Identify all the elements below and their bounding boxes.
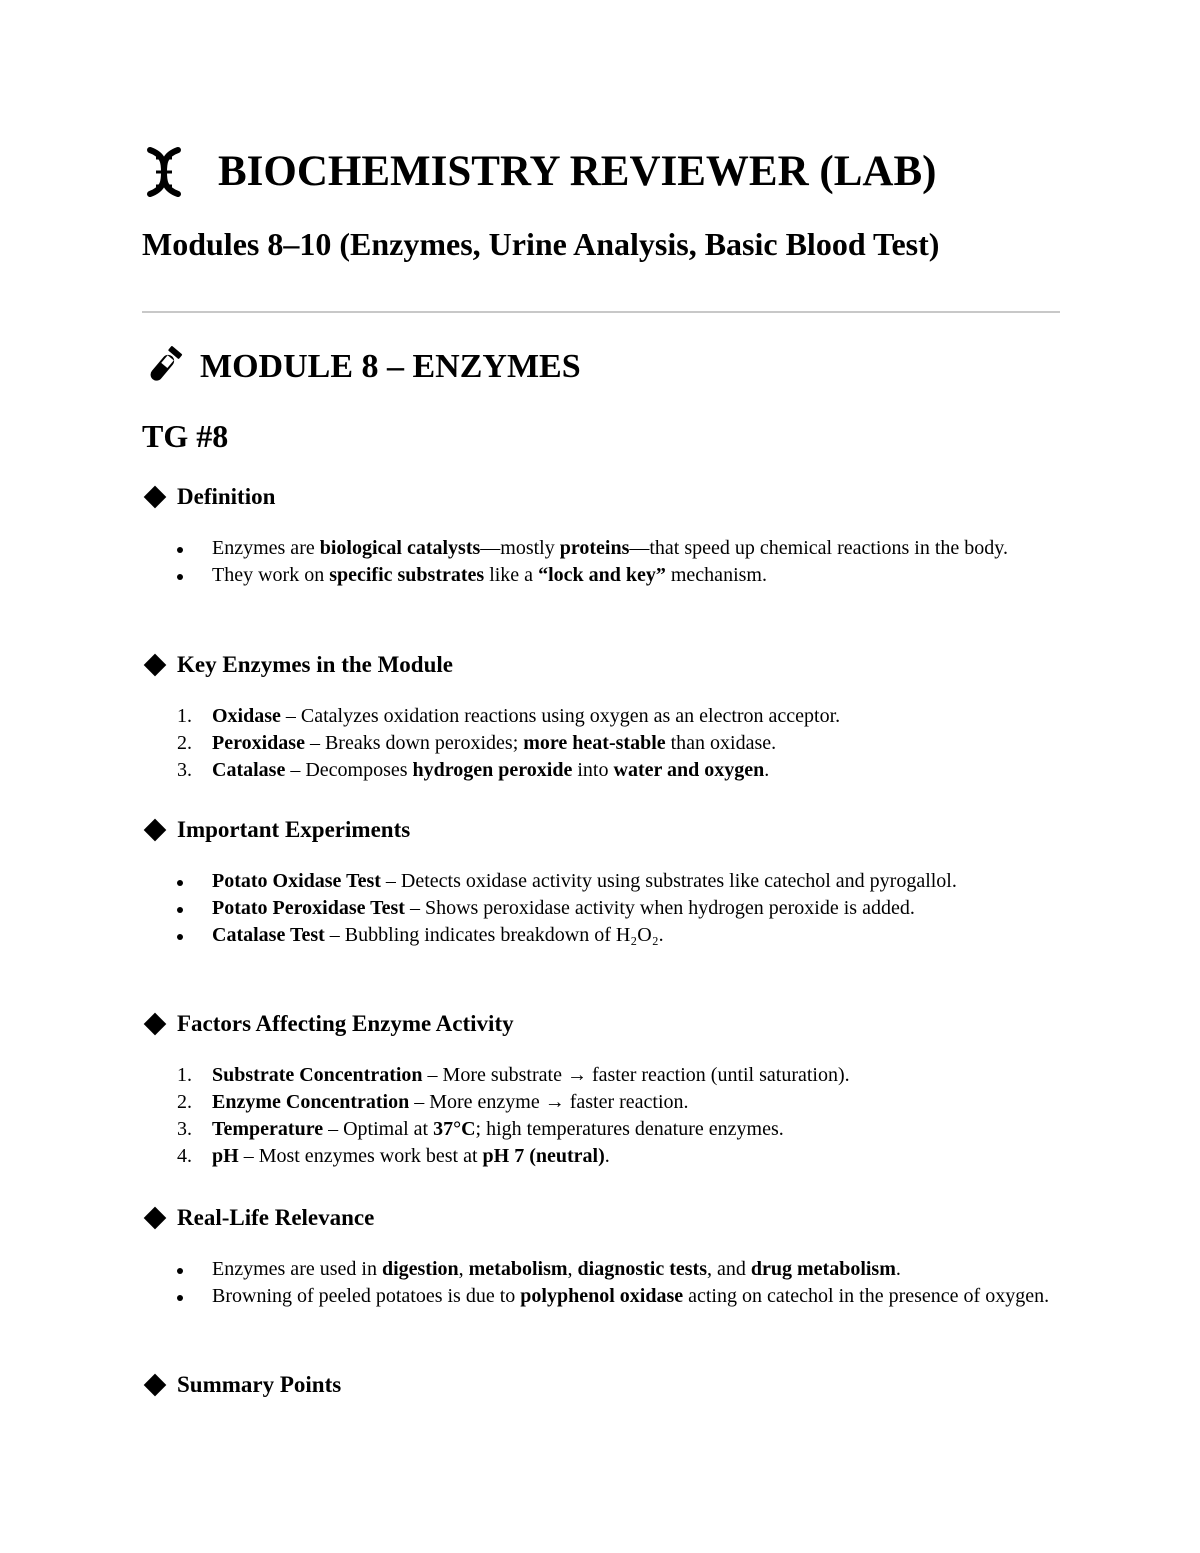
- list-item: Potato Peroxidase Test – Shows peroxidase activity when hydrogen peroxide is added.: [142, 895, 1060, 922]
- list-item: Enzymes are used in digestion, metabolism, diagnostic tests, and drug metabolism.: [142, 1256, 1060, 1283]
- relevance-list: [142, 1256, 1060, 1310]
- horizontal-divider: [142, 311, 1060, 313]
- definition-list: [142, 535, 1060, 589]
- diamond-icon: [144, 819, 167, 842]
- list-item: 4. pH – Most enzymes work best at pH 7 (neutral).: [177, 1145, 610, 1167]
- section-key-enzymes: [142, 649, 1060, 784]
- list-item: Browning of peeled potatoes is due to polyphenol oxidase acting on catechol in the presence of oxygen.: [142, 1283, 1060, 1310]
- document-subtitle: Modules 8–10 (Enzymes, Urine Analysis, Basic Blood Test): [142, 226, 940, 262]
- diamond-icon: [144, 1374, 167, 1397]
- diamond-icon: [144, 654, 167, 677]
- diamond-icon: [144, 1207, 167, 1230]
- test-tube-icon: [142, 345, 184, 389]
- list-item: 1. Substrate Concentration – More substrate → faster reaction (until saturation).: [177, 1064, 850, 1086]
- list-item: 3. Catalase – Decomposes hydrogen peroxide into water and oxygen.: [177, 759, 770, 781]
- module-heading: [142, 342, 581, 392]
- document-title: [142, 142, 936, 202]
- list-item: Catalase Test – Bubbling indicates breakdown of H₂O₂.: [142, 922, 1060, 949]
- section-heading: Important Experiments: [142, 814, 1060, 846]
- section-heading: Key Enzymes in the Module: [142, 649, 1060, 681]
- section-factors: [142, 1008, 1060, 1170]
- list-item: 1. Oxidase – Catalyzes oxidation reactions using oxygen as an electron acceptor.: [177, 705, 841, 727]
- list-item: 2. Enzyme Concentration – More enzyme → faster reaction.: [177, 1091, 689, 1113]
- factors-list: [142, 1062, 1060, 1170]
- module-title: MODULE 8 – ENZYMES: [200, 348, 581, 385]
- key-enzymes-list: [142, 703, 1060, 784]
- list-item: Enzymes are biological catalysts—mostly proteins—that speed up chemical reactions in the body.: [142, 535, 1060, 562]
- section-heading: Definition: [142, 481, 1060, 513]
- section-definition: [142, 481, 1060, 589]
- diamond-icon: [144, 1013, 167, 1036]
- experiments-list: [142, 868, 1060, 949]
- tg-heading: TG #8: [142, 418, 229, 454]
- section-heading: Real-Life Relevance: [142, 1202, 1060, 1234]
- list-item: 3. Temperature – Optimal at 37°C; high temperatures denature enzymes.: [177, 1118, 784, 1140]
- section-heading: Factors Affecting Enzyme Activity: [142, 1008, 1060, 1040]
- diamond-icon: [144, 486, 167, 509]
- section-relevance: [142, 1202, 1060, 1310]
- section-summary: [142, 1369, 1060, 1401]
- list-item: 2. Peroxidase – Breaks down peroxides; more heat-stable than oxidase.: [177, 732, 777, 754]
- title-text: BIOCHEMISTRY REVIEWER (LAB): [218, 148, 937, 195]
- section-experiments: [142, 814, 1060, 949]
- dna-icon: [142, 146, 186, 198]
- list-item: Potato Oxidase Test – Detects oxidase activity using substrates like catechol and pyrogallol.: [142, 868, 1060, 895]
- section-heading: Summary Points: [142, 1369, 1060, 1401]
- list-item: They work on specific substrates like a “lock and key” mechanism.: [142, 562, 1060, 589]
